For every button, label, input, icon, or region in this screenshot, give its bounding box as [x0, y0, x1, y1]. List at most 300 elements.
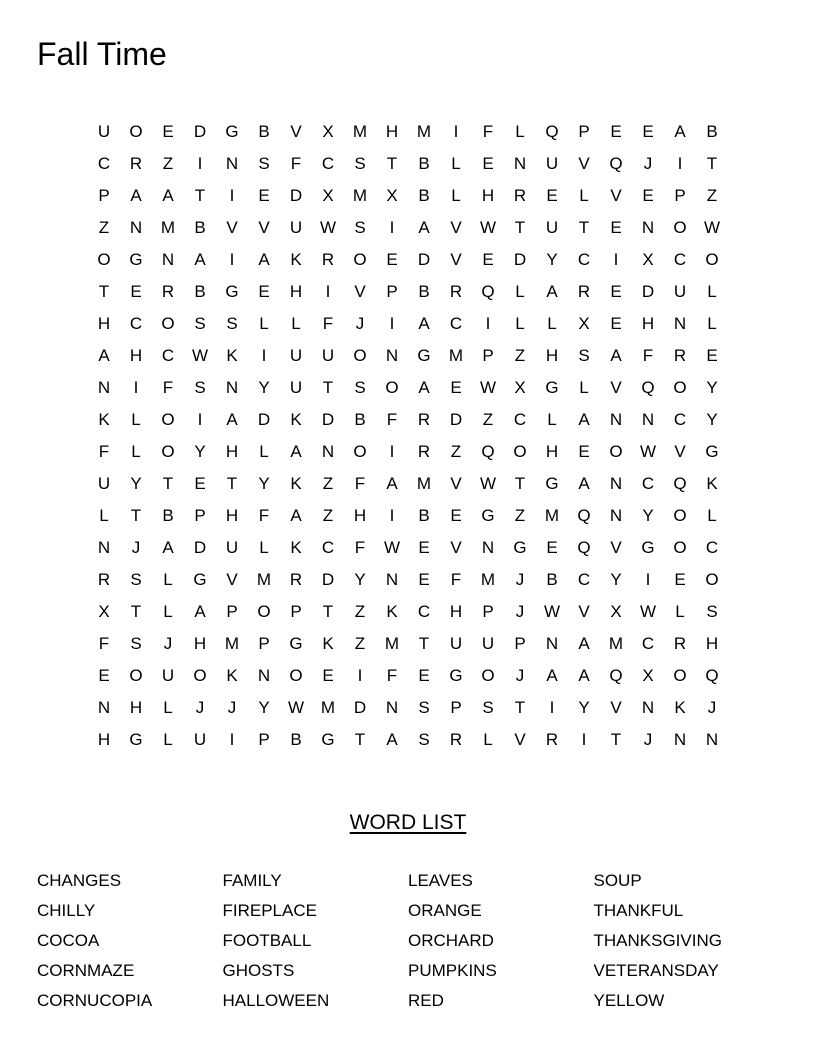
grid-letter: C — [641, 474, 655, 493]
grid-letter: P — [290, 602, 302, 621]
word-list-item: ORCHARD — [408, 931, 494, 950]
grid-letter: V — [290, 122, 302, 141]
grid-letter: S — [354, 378, 366, 397]
grid-letter: T — [226, 474, 238, 493]
grid-letter: U — [289, 346, 303, 365]
grid-letter: G — [417, 346, 431, 365]
grid-letter: B — [418, 186, 430, 205]
word-list-item: THANKSGIVING — [593, 931, 722, 950]
grid-letter: S — [418, 698, 430, 717]
grid-letter: E — [610, 122, 622, 141]
grid-letter: H — [289, 282, 303, 301]
grid-letter: P — [514, 634, 526, 653]
grid-letter: Y — [706, 378, 718, 397]
grid-letter: I — [389, 442, 395, 461]
grid-letter: T — [98, 282, 110, 301]
grid-letter: A — [610, 346, 622, 365]
grid-letter: G — [449, 666, 463, 685]
grid-letter: U — [545, 154, 559, 173]
grid-letter: Q — [609, 154, 623, 173]
grid-letter: T — [418, 634, 430, 653]
grid-letter: W — [703, 218, 721, 237]
grid-letter: Y — [642, 506, 654, 525]
word-list-column — [223, 866, 409, 1016]
grid-letter: R — [449, 730, 463, 749]
grid-letter: W — [319, 218, 337, 237]
grid-letter: B — [706, 122, 718, 141]
grid-letter: W — [639, 442, 657, 461]
grid-letter: N — [481, 538, 495, 557]
grid-letter: O — [161, 442, 175, 461]
grid-letter: H — [97, 314, 111, 333]
grid-letter: H — [545, 346, 559, 365]
grid-letter: K — [226, 666, 238, 685]
grid-letter: Q — [673, 474, 687, 493]
grid-letter: W — [383, 538, 401, 557]
grid-letter: C — [161, 346, 175, 365]
word-list-item: YELLOW — [593, 991, 665, 1010]
grid-letter: E — [674, 570, 686, 589]
grid-letter: M — [608, 634, 624, 653]
grid-letter: B — [546, 570, 558, 589]
grid-letter: P — [98, 186, 110, 205]
grid-letter: H — [225, 442, 239, 461]
word-list-item: SOUP — [593, 871, 642, 890]
grid-letter: U — [321, 346, 335, 365]
grid-letter: D — [289, 186, 303, 205]
grid-letter: K — [290, 538, 302, 557]
grid-letter: M — [352, 186, 368, 205]
grid-letter: L — [515, 122, 525, 141]
grid-row — [88, 436, 728, 468]
grid-letter: K — [386, 602, 398, 621]
grid-letter: H — [705, 634, 719, 653]
grid-letter: S — [258, 154, 270, 173]
grid-letter: W — [479, 218, 497, 237]
grid-letter: N — [641, 410, 655, 429]
grid-letter: S — [354, 154, 366, 173]
grid-letter: F — [98, 442, 110, 461]
grid-letter: Z — [354, 634, 366, 653]
grid-letter: B — [258, 122, 270, 141]
grid-letter: L — [163, 698, 173, 717]
grid-letter: C — [673, 410, 687, 429]
grid-letter: B — [418, 282, 430, 301]
grid-letter: J — [227, 698, 237, 717]
grid-letter: V — [578, 154, 590, 173]
grid-row — [88, 244, 728, 276]
grid-letter: E — [194, 474, 206, 493]
grid-letter: N — [609, 506, 623, 525]
grid-letter: C — [705, 538, 719, 557]
grid-letter: U — [97, 474, 111, 493]
grid-letter: S — [578, 346, 590, 365]
grid-letter: V — [450, 474, 462, 493]
grid-letter: L — [547, 314, 557, 333]
grid-letter: V — [610, 186, 622, 205]
grid-letter: Z — [514, 506, 526, 525]
grid-letter: E — [578, 442, 590, 461]
grid-letter: M — [480, 570, 496, 589]
grid-letter: M — [416, 474, 432, 493]
word-list-item: LEAVES — [408, 871, 473, 890]
grid-letter: V — [450, 218, 462, 237]
grid-letter: D — [417, 250, 431, 269]
grid-letter: G — [193, 570, 207, 589]
grid-letter: U — [673, 282, 687, 301]
grid-row — [88, 468, 728, 500]
grid-letter: H — [545, 442, 559, 461]
grid-letter: N — [97, 698, 111, 717]
grid-letter: E — [258, 186, 270, 205]
grid-letter: F — [450, 570, 462, 589]
grid-row — [88, 532, 728, 564]
grid-letter: S — [354, 218, 366, 237]
grid-letter: N — [641, 698, 655, 717]
grid-letter: K — [98, 410, 110, 429]
grid-letter: I — [229, 186, 235, 205]
grid-letter: L — [483, 730, 493, 749]
word-list-item: HALLOWEEN — [222, 991, 330, 1010]
grid-letter: E — [418, 570, 430, 589]
grid-letter: O — [353, 442, 367, 461]
grid-row — [88, 724, 728, 756]
grid-letter: F — [162, 378, 174, 397]
grid-letter: I — [581, 730, 587, 749]
grid-letter: N — [129, 218, 143, 237]
grid-letter: E — [418, 666, 430, 685]
grid-letter: I — [645, 570, 651, 589]
grid-letter: I — [485, 314, 491, 333]
grid-letter: C — [673, 250, 687, 269]
grid-letter: N — [257, 666, 271, 685]
grid-letter: H — [481, 186, 495, 205]
grid-letter: O — [97, 250, 111, 269]
grid-letter: I — [357, 666, 363, 685]
grid-letter: V — [354, 282, 366, 301]
grid-letter: N — [225, 154, 239, 173]
grid-letter: R — [289, 570, 303, 589]
grid-letter: A — [578, 410, 590, 429]
grid-letter: T — [194, 186, 206, 205]
grid-letter: Y — [706, 410, 718, 429]
grid-letter: L — [675, 602, 685, 621]
grid-letter: H — [129, 346, 143, 365]
grid-letter: A — [258, 250, 270, 269]
word-list-item: GHOSTS — [222, 961, 295, 980]
word-list — [37, 866, 779, 1016]
grid-letter: Y — [130, 474, 142, 493]
grid-letter: N — [225, 378, 239, 397]
grid-letter: O — [129, 666, 143, 685]
grid-letter: P — [482, 602, 494, 621]
grid-letter: L — [131, 410, 141, 429]
grid-letter: N — [673, 730, 687, 749]
grid-letter: I — [325, 282, 331, 301]
grid-letter: H — [97, 730, 111, 749]
grid-row — [88, 404, 728, 436]
grid-letter: R — [417, 442, 431, 461]
grid-letter: U — [161, 666, 175, 685]
grid-letter: N — [673, 314, 687, 333]
grid-letter: R — [321, 250, 335, 269]
grid-letter: Z — [450, 442, 462, 461]
grid-letter: S — [194, 314, 206, 333]
grid-letter: L — [131, 442, 141, 461]
grid-letter: R — [673, 346, 687, 365]
grid-letter: T — [514, 698, 526, 717]
grid-letter: O — [673, 378, 687, 397]
grid-letter: Z — [514, 346, 526, 365]
grid-letter: G — [513, 538, 527, 557]
grid-letter: A — [578, 474, 590, 493]
grid-letter: A — [578, 634, 590, 653]
grid-letter: F — [354, 538, 366, 557]
grid-letter: O — [705, 250, 719, 269]
grid-letter: V — [258, 218, 270, 237]
grid-letter: L — [99, 506, 109, 525]
grid-letter: L — [515, 282, 525, 301]
grid-letter: Q — [545, 122, 559, 141]
grid-letter: A — [226, 410, 238, 429]
grid-letter: L — [547, 410, 557, 429]
grid-letter: L — [579, 378, 589, 397]
grid-letter: O — [129, 122, 143, 141]
grid-letter: Y — [354, 570, 366, 589]
grid-letter: W — [479, 474, 497, 493]
grid-letter: V — [226, 218, 238, 237]
grid-letter: X — [322, 122, 334, 141]
grid-letter: U — [289, 378, 303, 397]
grid-letter: Q — [641, 378, 655, 397]
grid-letter: U — [449, 634, 463, 653]
grid-letter: X — [514, 378, 526, 397]
grid-letter: D — [321, 410, 335, 429]
grid-letter: R — [577, 282, 591, 301]
grid-letter: I — [261, 346, 267, 365]
grid-letter: S — [706, 602, 718, 621]
grid-letter: S — [226, 314, 238, 333]
grid-letter: F — [386, 410, 398, 429]
grid-letter: Z — [482, 410, 494, 429]
grid-letter: S — [482, 698, 494, 717]
grid-letter: R — [417, 410, 431, 429]
grid-row — [88, 564, 728, 596]
word-list-item: CORNUCOPIA — [37, 991, 153, 1010]
grid-letter: N — [545, 634, 559, 653]
grid-letter: E — [482, 154, 494, 173]
grid-letter: L — [291, 314, 301, 333]
grid-letter: V — [578, 602, 590, 621]
grid-letter: B — [290, 730, 302, 749]
grid-letter: C — [129, 314, 143, 333]
grid-row — [88, 372, 728, 404]
grid-letter: C — [321, 538, 335, 557]
grid-letter: M — [416, 122, 432, 141]
grid-letter: U — [225, 538, 239, 557]
grid-letter: C — [577, 570, 591, 589]
grid-letter: I — [229, 730, 235, 749]
grid-letter: T — [514, 218, 526, 237]
grid-letter: Q — [609, 666, 623, 685]
word-list-item: FAMILY — [222, 871, 282, 890]
grid-letter: G — [705, 442, 719, 461]
grid-letter: B — [354, 410, 366, 429]
grid-letter: E — [610, 282, 622, 301]
grid-letter: W — [287, 698, 305, 717]
grid-letter: D — [321, 570, 335, 589]
grid-letter: E — [610, 218, 622, 237]
grid-letter: Y — [610, 570, 622, 589]
grid-letter: I — [229, 250, 235, 269]
grid-letter: U — [545, 218, 559, 237]
grid-letter: P — [450, 698, 462, 717]
letter-grid — [88, 116, 728, 756]
grid-letter: I — [613, 250, 619, 269]
word-list-item: COCOA — [37, 931, 100, 950]
grid-letter: R — [673, 634, 687, 653]
grid-letter: A — [194, 250, 206, 269]
grid-letter: Y — [578, 698, 590, 717]
grid-letter: R — [545, 730, 559, 749]
grid-letter: W — [191, 346, 209, 365]
grid-letter: E — [418, 538, 430, 557]
word-list-item: FIREPLACE — [222, 901, 317, 920]
grid-letter: D — [449, 410, 463, 429]
grid-letter: N — [97, 538, 111, 557]
grid-letter: E — [322, 666, 334, 685]
grid-letter: O — [161, 314, 175, 333]
grid-letter: C — [417, 602, 431, 621]
grid-letter: K — [290, 410, 302, 429]
grid-letter: J — [643, 154, 653, 173]
grid-letter: O — [705, 570, 719, 589]
grid-letter: E — [642, 122, 654, 141]
grid-letter: Q — [577, 538, 591, 557]
grid-letter: M — [256, 570, 272, 589]
grid-letter: F — [258, 506, 270, 525]
word-list-item: ORANGE — [408, 901, 482, 920]
grid-letter: T — [322, 602, 334, 621]
word-list-heading: WORD LIST — [349, 811, 467, 834]
grid-letter: R — [161, 282, 175, 301]
grid-letter: A — [290, 506, 302, 525]
grid-letter: A — [98, 346, 110, 365]
grid-letter: I — [389, 218, 395, 237]
grid-letter: N — [161, 250, 175, 269]
grid-letter: F — [290, 154, 302, 173]
grid-letter: F — [322, 314, 334, 333]
grid-letter: G — [545, 378, 559, 397]
grid-letter: U — [481, 634, 495, 653]
grid-letter: O — [673, 218, 687, 237]
grid-letter: E — [546, 186, 558, 205]
grid-letter: L — [707, 282, 717, 301]
grid-letter: L — [707, 314, 717, 333]
grid-letter: R — [513, 186, 527, 205]
grid-letter: H — [193, 634, 207, 653]
grid-letter: L — [259, 314, 269, 333]
grid-letter: K — [226, 346, 238, 365]
grid-letter: O — [289, 666, 303, 685]
grid-letter: Y — [258, 378, 270, 397]
grid-row — [88, 308, 728, 340]
grid-letter: V — [226, 570, 238, 589]
grid-letter: T — [322, 378, 334, 397]
grid-letter: T — [706, 154, 718, 173]
grid-letter: B — [194, 282, 206, 301]
grid-letter: I — [197, 410, 203, 429]
grid-letter: L — [515, 314, 525, 333]
grid-letter: I — [197, 154, 203, 173]
grid-letter: M — [160, 218, 176, 237]
grid-letter: J — [515, 602, 525, 621]
grid-letter: B — [162, 506, 174, 525]
grid-letter: A — [546, 666, 558, 685]
grid-letter: X — [98, 602, 110, 621]
grid-letter: O — [257, 602, 271, 621]
grid-letter: U — [97, 122, 111, 141]
grid-letter: R — [449, 282, 463, 301]
grid-letter: I — [389, 314, 395, 333]
grid-row — [88, 212, 728, 244]
grid-letter: H — [129, 698, 143, 717]
grid-letter: Q — [577, 506, 591, 525]
grid-letter: L — [707, 506, 717, 525]
grid-letter: A — [546, 282, 558, 301]
grid-letter: E — [482, 250, 494, 269]
word-list-item: CHANGES — [37, 871, 122, 890]
grid-letter: A — [578, 666, 590, 685]
grid-letter: U — [193, 730, 207, 749]
word-list-column — [37, 866, 223, 1016]
grid-letter: E — [162, 122, 174, 141]
grid-letter: N — [609, 474, 623, 493]
grid-letter: G — [129, 730, 143, 749]
grid-letter: T — [354, 730, 366, 749]
grid-letter: P — [578, 122, 590, 141]
grid-letter: S — [418, 730, 430, 749]
grid-letter: I — [677, 154, 683, 173]
grid-letter: A — [194, 602, 206, 621]
grid-letter: D — [641, 282, 655, 301]
grid-letter: E — [610, 314, 622, 333]
grid-row — [88, 180, 728, 212]
grid-letter: G — [481, 506, 495, 525]
grid-letter: L — [163, 570, 173, 589]
grid-letter: L — [451, 154, 461, 173]
grid-letter: O — [481, 666, 495, 685]
grid-letter: E — [546, 538, 558, 557]
grid-letter: O — [609, 442, 623, 461]
grid-row — [88, 148, 728, 180]
grid-letter: T — [386, 154, 398, 173]
grid-letter: O — [193, 666, 207, 685]
grid-letter: O — [673, 538, 687, 557]
grid-letter: V — [450, 538, 462, 557]
grid-letter: Z — [322, 474, 334, 493]
grid-letter: A — [418, 314, 430, 333]
grid-letter: H — [641, 314, 655, 333]
grid-row — [88, 276, 728, 308]
grid-letter: S — [194, 378, 206, 397]
grid-letter: B — [418, 506, 430, 525]
grid-letter: E — [386, 250, 398, 269]
grid-letter: Z — [706, 186, 718, 205]
grid-letter: X — [386, 186, 398, 205]
grid-letter: F — [354, 474, 366, 493]
grid-row — [88, 500, 728, 532]
